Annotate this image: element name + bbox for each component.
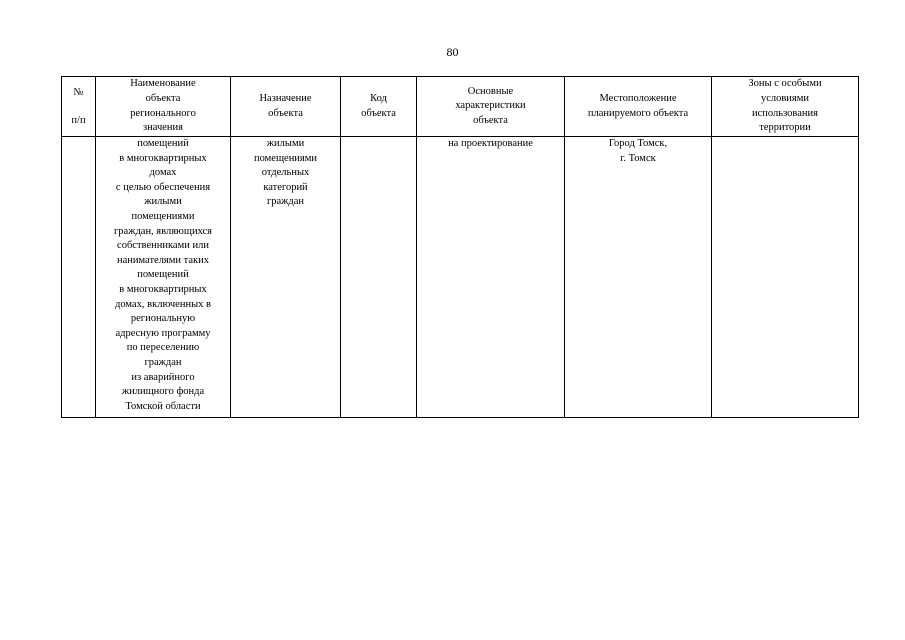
cell-name-line: собственниками или [117, 240, 209, 252]
header-name-line: Наименование [130, 78, 196, 90]
cell-name-line: домах, включенных в [115, 298, 211, 310]
header-number [62, 77, 96, 137]
header-zones-line: использования [752, 107, 818, 119]
cell-name-line: Томской области [125, 400, 201, 412]
cell-name-line: помещений [137, 138, 189, 149]
header-code [341, 77, 417, 137]
table-row [62, 137, 859, 418]
cell-location [565, 137, 712, 418]
cell-purpose-line: граждан [266, 196, 305, 208]
cell-purpose [231, 137, 341, 418]
header-code-line: объекта [361, 107, 396, 119]
cell-name-line: по переселению [126, 342, 200, 354]
cell-name-line: из аварийного [131, 371, 195, 383]
cell-name-line: в многоквартирных [119, 152, 207, 164]
cell-code [341, 137, 417, 418]
cell-name-line: помещений [137, 269, 189, 281]
header-location-line: Местоположение [599, 92, 677, 104]
cell-name-line: граждан, являющихся [113, 225, 213, 237]
header-purpose-line: объекта [268, 107, 303, 119]
cell-characteristics-line: на проектирование [448, 138, 533, 149]
cell-name-line: адресную программу [115, 327, 211, 339]
cell-name-line: в многоквартирных [119, 283, 207, 295]
cell-number [62, 137, 96, 418]
cell-name-line: с целью обеспечения [115, 181, 211, 193]
header-name [96, 77, 231, 137]
header-characteristics-line: Основные [467, 85, 514, 97]
header-characteristics-line: характеристики [455, 100, 526, 112]
cell-location-line: г. Томск [620, 152, 656, 164]
cell-location-line: Город Томск, [608, 138, 668, 149]
cell-name-line: нанимателями таких [116, 254, 210, 266]
planned-objects-table [61, 76, 859, 418]
header-name-line: объекта [145, 92, 181, 104]
cell-purpose-line: помещениями [253, 152, 318, 164]
cell-zones [712, 137, 859, 418]
header-location-line: планируемого объекта [587, 107, 689, 119]
header-zones-line: Зоны с особыми [748, 78, 822, 90]
cell-name-line: помещениями [131, 210, 195, 222]
header-name-line: значения [142, 122, 184, 134]
cell-name-line: граждан [144, 356, 182, 368]
header-code-line: Код [370, 92, 387, 104]
cell-name [96, 137, 231, 418]
header-number-sign: № [73, 87, 84, 98]
header-purpose [231, 77, 341, 137]
cell-purpose-line: жилыми [266, 138, 305, 149]
cell-name-line: жилыми [144, 196, 182, 208]
header-characteristics [417, 77, 565, 137]
header-purpose-line: Назначение [259, 92, 312, 104]
cell-purpose-line: категорий [263, 181, 308, 193]
cell-purpose-line: отдельных [261, 167, 310, 179]
header-zones-line: территории [759, 122, 811, 134]
header-zones [712, 77, 859, 137]
header-location [565, 77, 712, 137]
cell-name-line: жилищного фонда [121, 386, 205, 398]
cell-name-line: региональную [130, 313, 196, 325]
cell-characteristics [417, 137, 565, 418]
header-name-line: регионального [130, 107, 196, 119]
header-zones-line: условиями [760, 92, 810, 104]
header-characteristics-line: объекта [473, 114, 508, 126]
page-number: 80 [446, 45, 459, 59]
table-header-row [62, 77, 859, 137]
header-number-pp: п/п [71, 115, 86, 126]
cell-name-line: домах [149, 167, 177, 179]
